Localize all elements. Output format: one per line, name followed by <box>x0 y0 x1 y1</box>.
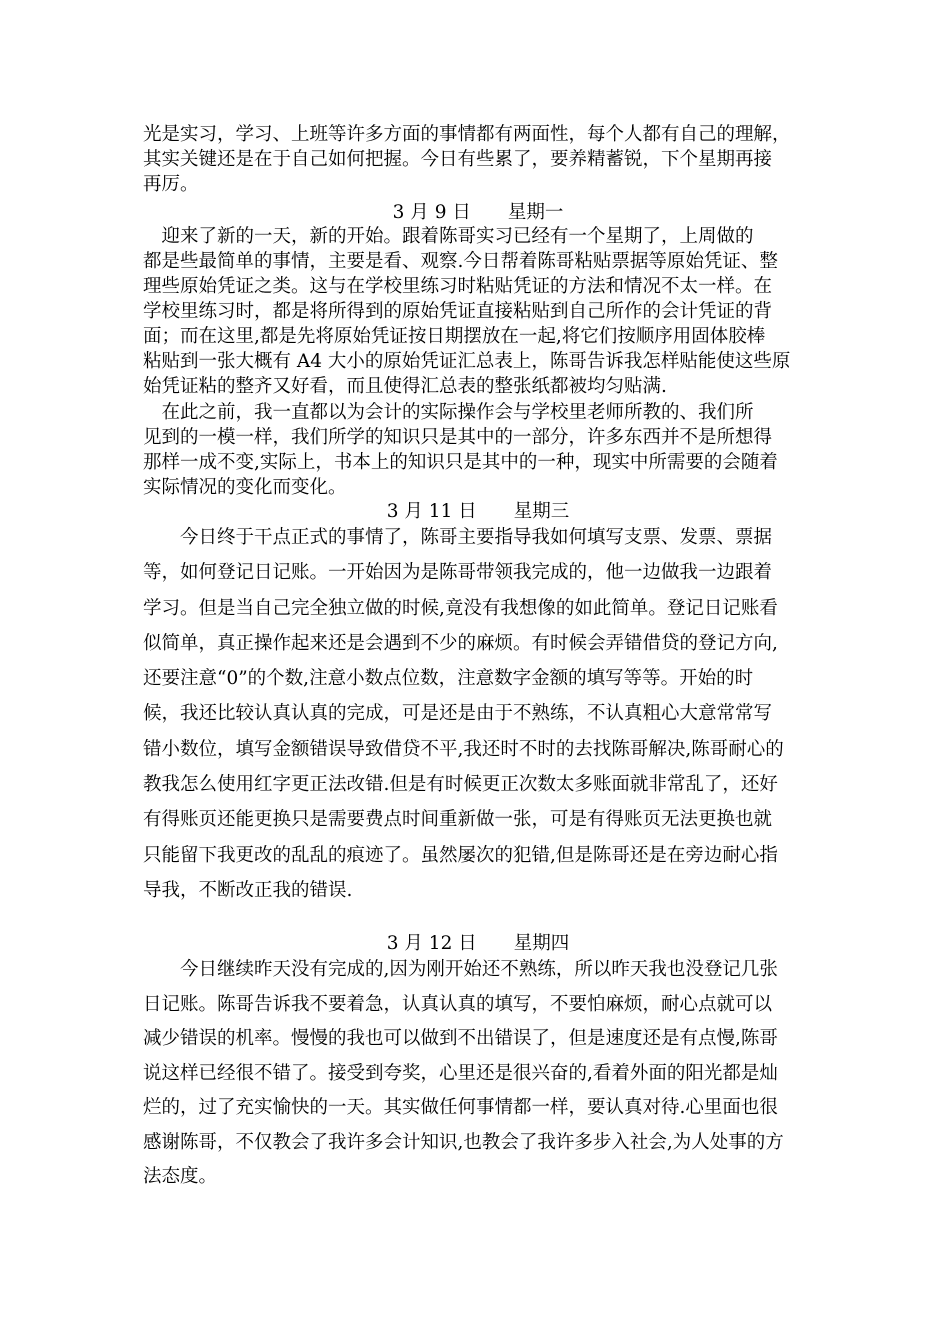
paragraph-mar11 <box>143 520 813 908</box>
text-line: 说这样已经很不错了。接受到夸奖，心里还是很兴奋的,看着外面的阳光都是灿 <box>143 1062 778 1084</box>
text-line: 有得账页还能更换只是需要费点时间重新做一张，可是有得账页无法更换也就 <box>143 809 773 831</box>
paragraph-mar9-1 <box>143 224 813 399</box>
text-line: 今日终于干点正式的事情了，陈哥主要指导我如何填写支票、发票、票据 <box>143 527 773 548</box>
text-line: 减少错误的机率。慢慢的我也可以做到不出错误了，但是速度还是有点慢,陈哥 <box>143 1028 778 1049</box>
text-line: 教我怎么使用红字更正法改错.但是有时候更正次数太多账面就非常乱了，还好 <box>143 774 778 796</box>
text-line: 再厉。 <box>143 174 199 195</box>
text-line: 还要注意“0”的个数,注意小数点位数，注意数字金额的填写等等。开始的时 <box>143 668 754 690</box>
text-line: 实际情况的变化而变化。 <box>143 477 347 498</box>
text-line: 粘贴到一张大概有 A4 大小的原始凭证汇总表上，陈哥告诉我怎样贴能使这些原 <box>143 351 791 372</box>
text-line: 等，如何登记日记账。一开始因为是陈哥带领我完成的，他一边做我一边跟着 <box>143 562 773 584</box>
date-heading-mar12: 3 月 12 日 星期四 <box>386 933 570 954</box>
text-line: 光是实习，学习、上班等许多方面的事情都有两面性，每个人都有自己的理解， <box>143 124 791 145</box>
text-line: 理些原始凭证之类。这与在学校里练习时粘贴凭证的方法和情况不太一样。在 <box>143 276 773 297</box>
text-line: 似简单，真正操作起来还是会遇到不少的麻烦。有时候会弄错借贷的登记方向, <box>143 632 778 654</box>
text-line: 迎来了新的一天，新的开始。跟着陈哥实习已经有一个星期了，上周做的 <box>143 226 754 247</box>
text-line: 候，我还比较认真认真的完成，可是还是由于不熟练，不认真粗心大意常常写 <box>143 703 773 725</box>
text-line: 今日继续昨天没有完成的,因为刚开始还不熟练，所以昨天我也没登记几张 <box>143 959 778 980</box>
text-line: 烂的，过了充实愉快的一天。其实做任何事情都一样，要认真对待.心里面也很 <box>143 1097 778 1118</box>
text-line: 学习。但是当自己完全独立做的时候,竟没有我想像的如此简单。登记日记账看 <box>143 597 778 619</box>
text-line: 见到的一模一样，我们所学的知识只是其中的一部分，许多东西并不是所想得 <box>143 427 773 448</box>
text-line: 面；而在这里,都是先将原始凭证按日期摆放在一起,将它们按顺序用固体胶棒 <box>143 326 766 347</box>
text-line: 那样一成不变,实际上，书本上的知识只是其中的一种，现实中所需要的会随着 <box>143 452 778 473</box>
text-line: 错小数位，填写金额错误导致借贷不平,我还时不时的去找陈哥解决,陈哥耐心的 <box>143 738 784 760</box>
text-line: 导我，不断改正我的错误. <box>143 879 353 901</box>
text-line: 其实关键还是在于自己如何把握。今日有些累了，要养精蓄锐，下个星期再接 <box>143 149 773 170</box>
paragraph-mar9-2 <box>143 400 813 500</box>
text-line: 只能留下我更改的乱乱的痕迹了。虽然屡次的犯错,但是陈哥还是在旁边耐心指 <box>143 844 778 866</box>
text-line: 感谢陈哥，不仅教会了我许多会计知识,也教会了我许多步入社会,为人处事的方 <box>143 1131 784 1153</box>
text-line: 日记账。陈哥告诉我不要着急，认真认真的填写，不要怕麻烦，耐心点就可以 <box>143 993 773 1015</box>
text-line: 始凭证粘的整齐又好看，而且使得汇总表的整张纸都被均匀贴满. <box>143 376 667 397</box>
date-heading-mar11: 3 月 11 日 星期三 <box>386 501 570 522</box>
text-line: 法态度。 <box>143 1166 218 1187</box>
text-line: 学校里练习时，都是将所得到的原始凭证直接粘贴到自己所作的会计凭证的背 <box>143 301 773 322</box>
text-line: 在此之前，我一直都以为会计的实际操作会与学校里老师所教的、我们所 <box>143 402 754 423</box>
text-line: 都是些最简单的事情，主要是看、观察.今日帮着陈哥粘贴票据等原始凭证、整 <box>143 251 778 272</box>
paragraph-mar12 <box>143 953 813 1195</box>
date-heading-mar9: 3 月 9 日 星期一 <box>392 202 564 223</box>
paragraph-intro <box>143 122 813 197</box>
